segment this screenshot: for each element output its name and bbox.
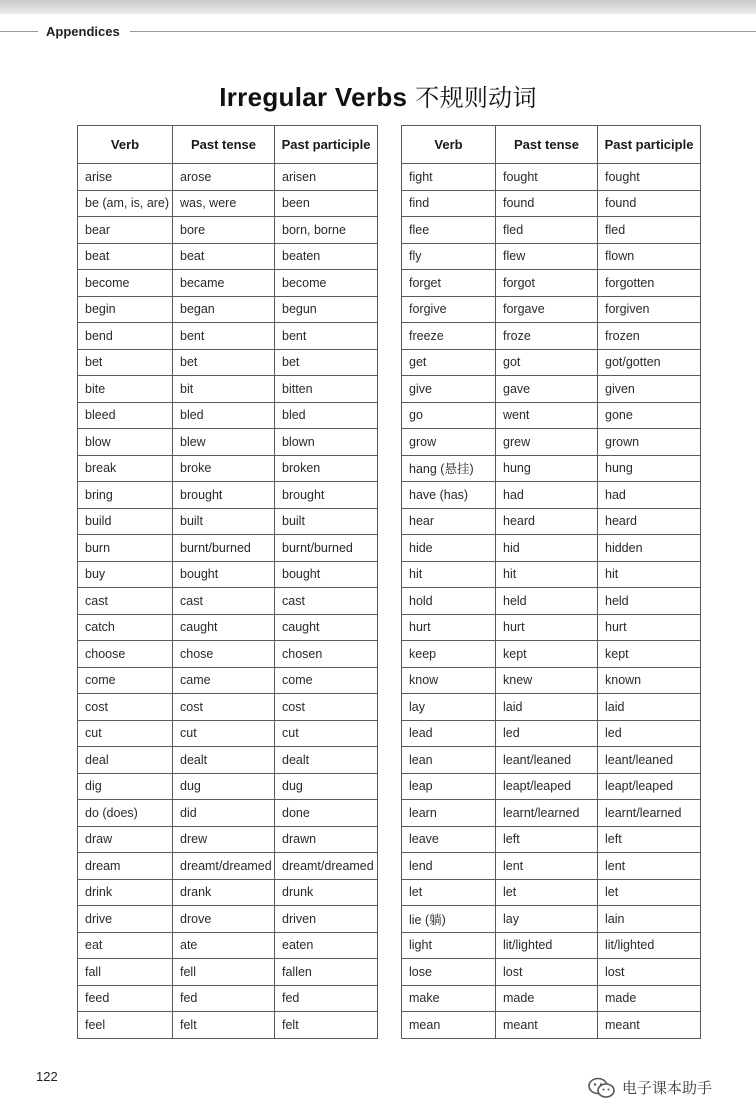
cell-past-participle: fallen	[275, 959, 378, 986]
cell-verb: draw	[78, 826, 173, 853]
cell-past-participle: found	[598, 190, 701, 217]
cell-past-participle: broken	[275, 455, 378, 482]
cell-verb: learn	[402, 800, 496, 827]
cell-verb: get	[402, 349, 496, 376]
cell-past-tense: knew	[496, 667, 598, 694]
cell-verb: find	[402, 190, 496, 217]
cell-past-participle: hidden	[598, 535, 701, 562]
cell-verb: catch	[78, 614, 173, 641]
table-row	[402, 932, 701, 959]
cell-verb: give	[402, 376, 496, 403]
table-row	[78, 508, 378, 535]
cell-past-tense: lent	[496, 853, 598, 880]
cell-past-participle: lain	[598, 906, 701, 933]
cell-past-tense: dug	[173, 773, 275, 800]
cell-past-participle: born, borne	[275, 217, 378, 244]
cell-verb: fight	[402, 164, 496, 191]
cell-past-tense: fed	[173, 985, 275, 1012]
cell-verb: build	[78, 508, 173, 535]
table-row	[402, 508, 701, 535]
cell-verb: beat	[78, 243, 173, 270]
cell-verb: forget	[402, 270, 496, 297]
cell-past-tense: bent	[173, 323, 275, 350]
cell-past-tense: bit	[173, 376, 275, 403]
cell-verb: go	[402, 402, 496, 429]
title-english: Irregular Verbs	[219, 82, 408, 112]
cell-verb: begin	[78, 296, 173, 323]
cell-past-tense: froze	[496, 323, 598, 350]
cell-verb: bear	[78, 217, 173, 244]
cell-past-tense: built	[173, 508, 275, 535]
cell-past-tense: bled	[173, 402, 275, 429]
table-row	[78, 826, 378, 853]
cell-verb: hang (悬挂)	[402, 455, 496, 482]
table-row	[78, 296, 378, 323]
cell-past-tense: hid	[496, 535, 598, 562]
table-header-row	[78, 126, 378, 164]
cell-past-tense: got	[496, 349, 598, 376]
table-header-row	[402, 126, 701, 164]
table-row	[402, 853, 701, 880]
cell-past-tense: lost	[496, 959, 598, 986]
table-row	[402, 641, 701, 668]
table-row	[78, 747, 378, 774]
cell-verb: break	[78, 455, 173, 482]
table-row	[402, 217, 701, 244]
cell-past-participle: flown	[598, 243, 701, 270]
table-row	[78, 773, 378, 800]
cell-past-participle: let	[598, 879, 701, 906]
cell-past-participle: laid	[598, 694, 701, 721]
cell-past-participle: gone	[598, 402, 701, 429]
cell-past-tense: fought	[496, 164, 598, 191]
cell-past-participle: learnt/learned	[598, 800, 701, 827]
cell-past-tense: caught	[173, 614, 275, 641]
cell-verb: deal	[78, 747, 173, 774]
table-row	[402, 720, 701, 747]
cell-verb: have (has)	[402, 482, 496, 509]
running-head: Appendices	[46, 24, 120, 39]
cell-past-participle: leant/leaned	[598, 747, 701, 774]
table-row	[402, 190, 701, 217]
cell-past-tense: bet	[173, 349, 275, 376]
table-row	[402, 985, 701, 1012]
cell-verb: leap	[402, 773, 496, 800]
cell-past-participle: built	[275, 508, 378, 535]
table-row	[78, 402, 378, 429]
cell-past-participle: dug	[275, 773, 378, 800]
page-number: 122	[36, 1069, 58, 1084]
cell-past-tense: fell	[173, 959, 275, 986]
cell-verb: let	[402, 879, 496, 906]
cell-past-tense: ate	[173, 932, 275, 959]
cell-past-participle: lent	[598, 853, 701, 880]
cell-past-tense: forgot	[496, 270, 598, 297]
cell-verb: lay	[402, 694, 496, 721]
cell-past-participle: eaten	[275, 932, 378, 959]
cell-past-tense: led	[496, 720, 598, 747]
table-row	[402, 429, 701, 456]
table-row	[402, 1012, 701, 1039]
table-row	[78, 561, 378, 588]
table-row	[78, 455, 378, 482]
table-row	[78, 641, 378, 668]
cell-verb: grow	[402, 429, 496, 456]
table-row	[402, 164, 701, 191]
cell-past-participle: brought	[275, 482, 378, 509]
table-row	[78, 190, 378, 217]
cell-past-participle: become	[275, 270, 378, 297]
cell-past-tense: laid	[496, 694, 598, 721]
table-row	[402, 773, 701, 800]
cell-past-participle: cast	[275, 588, 378, 615]
cell-past-tense: lit/lighted	[496, 932, 598, 959]
cell-past-tense: cost	[173, 694, 275, 721]
column-header-past-participle: Past participle	[598, 126, 701, 164]
cell-verb: lie (躺)	[402, 906, 496, 933]
table-row	[402, 482, 701, 509]
cell-verb: dig	[78, 773, 173, 800]
cell-verb: drink	[78, 879, 173, 906]
table-row	[78, 535, 378, 562]
cell-past-participle: left	[598, 826, 701, 853]
cell-past-tense: burnt/burned	[173, 535, 275, 562]
cell-past-tense: broke	[173, 455, 275, 482]
cell-verb: eat	[78, 932, 173, 959]
cell-verb: drive	[78, 906, 173, 933]
table-row	[78, 323, 378, 350]
cell-past-participle: fled	[598, 217, 701, 244]
table-row	[402, 667, 701, 694]
cell-past-tense: fled	[496, 217, 598, 244]
cell-verb: come	[78, 667, 173, 694]
cell-verb: light	[402, 932, 496, 959]
table-row	[78, 1012, 378, 1039]
cell-verb: fall	[78, 959, 173, 986]
cell-past-participle: felt	[275, 1012, 378, 1039]
table-row	[78, 349, 378, 376]
table-row	[78, 985, 378, 1012]
cell-past-participle: led	[598, 720, 701, 747]
table-row	[78, 879, 378, 906]
cell-past-participle: held	[598, 588, 701, 615]
cell-past-tense: grew	[496, 429, 598, 456]
cell-past-participle: burnt/burned	[275, 535, 378, 562]
cell-verb: bet	[78, 349, 173, 376]
cell-past-participle: cost	[275, 694, 378, 721]
cell-past-tense: went	[496, 402, 598, 429]
table-row	[402, 296, 701, 323]
column-header-verb: Verb	[402, 126, 496, 164]
cell-past-participle: meant	[598, 1012, 701, 1039]
cell-past-participle: caught	[275, 614, 378, 641]
table-row	[402, 879, 701, 906]
cell-past-tense: began	[173, 296, 275, 323]
cell-past-tense: lay	[496, 906, 598, 933]
cell-past-participle: lost	[598, 959, 701, 986]
cell-verb: hear	[402, 508, 496, 535]
cell-past-tense: was, were	[173, 190, 275, 217]
cell-verb: become	[78, 270, 173, 297]
table-row	[402, 402, 701, 429]
cell-past-tense: left	[496, 826, 598, 853]
cell-past-participle: lit/lighted	[598, 932, 701, 959]
cell-past-tense: let	[496, 879, 598, 906]
table-row	[402, 376, 701, 403]
table-row	[78, 376, 378, 403]
watermark-text: 电子课本助手	[622, 1079, 713, 1097]
cell-verb: keep	[402, 641, 496, 668]
cell-past-participle: blown	[275, 429, 378, 456]
cell-verb: flee	[402, 217, 496, 244]
cell-verb: fly	[402, 243, 496, 270]
cell-verb: lead	[402, 720, 496, 747]
cell-past-tense: bought	[173, 561, 275, 588]
table-row	[78, 667, 378, 694]
cell-past-tense: hung	[496, 455, 598, 482]
cell-past-tense: became	[173, 270, 275, 297]
cell-verb: bite	[78, 376, 173, 403]
cell-verb: lean	[402, 747, 496, 774]
column-header-past-tense: Past tense	[173, 126, 275, 164]
cell-past-tense: dreamt/dreamed	[173, 853, 275, 880]
cell-past-tense: learnt/learned	[496, 800, 598, 827]
cell-verb: cost	[78, 694, 173, 721]
cell-past-participle: done	[275, 800, 378, 827]
table-row	[402, 561, 701, 588]
table-row	[78, 959, 378, 986]
cell-past-tense: leant/leaned	[496, 747, 598, 774]
table-row	[78, 694, 378, 721]
cell-past-participle: been	[275, 190, 378, 217]
cell-past-participle: leapt/leaped	[598, 773, 701, 800]
cell-past-participle: dreamt/dreamed	[275, 853, 378, 880]
page-title	[0, 78, 756, 113]
cell-past-participle: forgiven	[598, 296, 701, 323]
cell-past-participle: arisen	[275, 164, 378, 191]
cell-verb: know	[402, 667, 496, 694]
cell-past-tense: hurt	[496, 614, 598, 641]
cell-past-tense: brought	[173, 482, 275, 509]
table-row	[402, 614, 701, 641]
cell-past-participle: had	[598, 482, 701, 509]
cell-verb: cut	[78, 720, 173, 747]
cell-past-participle: bent	[275, 323, 378, 350]
table-row	[78, 243, 378, 270]
cell-past-tense: came	[173, 667, 275, 694]
cell-past-participle: hung	[598, 455, 701, 482]
column-header-past-participle: Past participle	[275, 126, 378, 164]
cell-past-participle: heard	[598, 508, 701, 535]
table-row	[78, 270, 378, 297]
table-row	[78, 164, 378, 191]
table-row	[78, 906, 378, 933]
cell-past-participle: hit	[598, 561, 701, 588]
title-chinese: 不规则动词	[415, 84, 537, 112]
cell-verb: blow	[78, 429, 173, 456]
cell-past-participle: drunk	[275, 879, 378, 906]
cell-verb: lose	[402, 959, 496, 986]
table-row	[78, 588, 378, 615]
table-row	[402, 270, 701, 297]
cell-past-tense: beat	[173, 243, 275, 270]
cell-past-participle: given	[598, 376, 701, 403]
cell-verb: bleed	[78, 402, 173, 429]
table-row	[78, 853, 378, 880]
cell-past-tense: forgave	[496, 296, 598, 323]
cell-past-tense: flew	[496, 243, 598, 270]
table-row	[402, 323, 701, 350]
verb-table-right	[401, 125, 701, 1039]
cell-verb: mean	[402, 1012, 496, 1039]
table-row	[402, 535, 701, 562]
cell-past-tense: chose	[173, 641, 275, 668]
table-row	[402, 243, 701, 270]
cell-verb: arise	[78, 164, 173, 191]
cell-verb: buy	[78, 561, 173, 588]
cell-past-tense: leapt/leaped	[496, 773, 598, 800]
cell-past-tense: blew	[173, 429, 275, 456]
cell-past-participle: drawn	[275, 826, 378, 853]
cell-past-tense: dealt	[173, 747, 275, 774]
cell-verb: choose	[78, 641, 173, 668]
cell-past-tense: meant	[496, 1012, 598, 1039]
cell-verb: forgive	[402, 296, 496, 323]
cell-past-participle: fought	[598, 164, 701, 191]
cell-verb: hit	[402, 561, 496, 588]
cell-verb: leave	[402, 826, 496, 853]
cell-verb: burn	[78, 535, 173, 562]
cell-past-tense: held	[496, 588, 598, 615]
table-row	[402, 588, 701, 615]
top-band	[0, 0, 756, 14]
table-row	[78, 482, 378, 509]
column-header-past-tense: Past tense	[496, 126, 598, 164]
table-row	[78, 217, 378, 244]
cell-past-tense: had	[496, 482, 598, 509]
cell-past-tense: heard	[496, 508, 598, 535]
table-row	[402, 906, 701, 933]
table-row	[78, 800, 378, 827]
cell-past-tense: drew	[173, 826, 275, 853]
header-rule-left	[0, 31, 38, 32]
cell-past-participle: cut	[275, 720, 378, 747]
table-row	[402, 349, 701, 376]
cell-past-tense: arose	[173, 164, 275, 191]
cell-verb: be (am, is, are)	[78, 190, 173, 217]
cell-verb: feed	[78, 985, 173, 1012]
cell-past-tense: did	[173, 800, 275, 827]
cell-verb: bring	[78, 482, 173, 509]
cell-past-participle: dealt	[275, 747, 378, 774]
table-row	[78, 720, 378, 747]
table-row	[402, 455, 701, 482]
cell-past-tense: found	[496, 190, 598, 217]
cell-past-participle: frozen	[598, 323, 701, 350]
cell-past-participle: fed	[275, 985, 378, 1012]
cell-past-participle: chosen	[275, 641, 378, 668]
cell-verb: bend	[78, 323, 173, 350]
table-row	[402, 826, 701, 853]
cell-verb: do (does)	[78, 800, 173, 827]
header-rule	[130, 31, 756, 32]
cell-past-participle: come	[275, 667, 378, 694]
cell-past-participle: beaten	[275, 243, 378, 270]
wechat-icon	[588, 1077, 616, 1099]
cell-past-participle: kept	[598, 641, 701, 668]
table-row	[402, 747, 701, 774]
column-header-verb: Verb	[78, 126, 173, 164]
cell-verb: hide	[402, 535, 496, 562]
cell-verb: cast	[78, 588, 173, 615]
cell-past-tense: gave	[496, 376, 598, 403]
cell-past-tense: kept	[496, 641, 598, 668]
cell-past-participle: got/gotten	[598, 349, 701, 376]
cell-verb: hold	[402, 588, 496, 615]
cell-verb: dream	[78, 853, 173, 880]
cell-verb: make	[402, 985, 496, 1012]
cell-past-participle: driven	[275, 906, 378, 933]
verb-table-left	[77, 125, 378, 1039]
cell-verb: hurt	[402, 614, 496, 641]
cell-past-participle: grown	[598, 429, 701, 456]
cell-past-participle: bought	[275, 561, 378, 588]
cell-past-participle: bet	[275, 349, 378, 376]
cell-past-tense: felt	[173, 1012, 275, 1039]
cell-past-tense: cut	[173, 720, 275, 747]
cell-past-participle: bled	[275, 402, 378, 429]
cell-past-tense: made	[496, 985, 598, 1012]
cell-past-participle: begun	[275, 296, 378, 323]
watermark	[588, 1075, 748, 1099]
cell-verb: lend	[402, 853, 496, 880]
cell-past-participle: known	[598, 667, 701, 694]
cell-past-participle: made	[598, 985, 701, 1012]
table-row	[78, 429, 378, 456]
cell-past-tense: hit	[496, 561, 598, 588]
cell-past-participle: forgotten	[598, 270, 701, 297]
cell-past-tense: bore	[173, 217, 275, 244]
table-row	[402, 800, 701, 827]
cell-past-tense: drank	[173, 879, 275, 906]
cell-past-tense: cast	[173, 588, 275, 615]
cell-past-participle: bitten	[275, 376, 378, 403]
table-row	[402, 694, 701, 721]
cell-past-tense: drove	[173, 906, 275, 933]
table-row	[402, 959, 701, 986]
table-row	[78, 614, 378, 641]
cell-past-participle: hurt	[598, 614, 701, 641]
table-row	[78, 932, 378, 959]
cell-verb: freeze	[402, 323, 496, 350]
cell-verb: feel	[78, 1012, 173, 1039]
